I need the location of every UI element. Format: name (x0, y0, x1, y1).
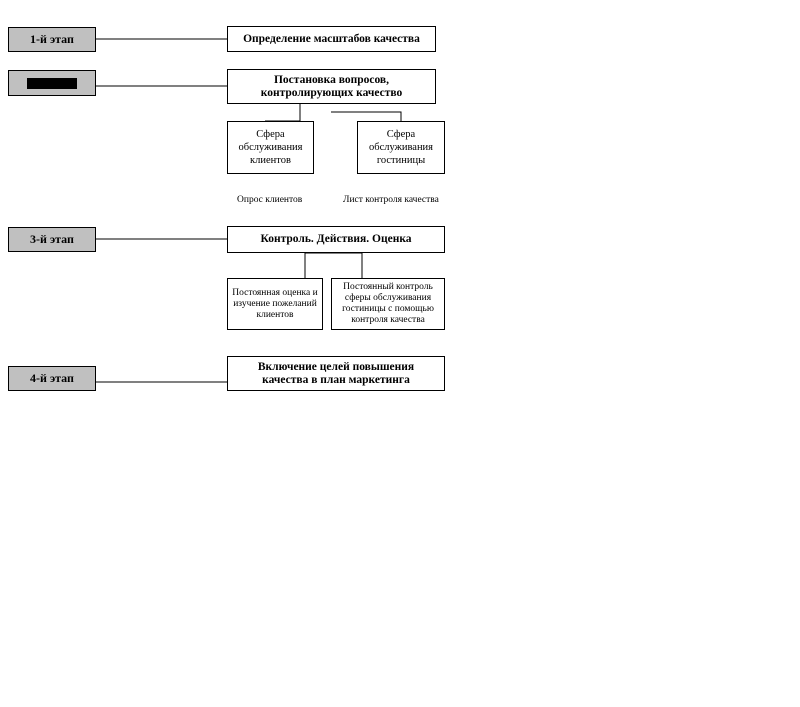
stage-4-label: 4-й этап (8, 366, 96, 391)
connector-step3-children (305, 253, 362, 278)
stage-3-label: 3-й этап (8, 227, 96, 252)
step2-box: Постановка вопросов, контролирующих качество (227, 69, 436, 104)
step3-child-evaluation: Постоянная оценка и изучение пожеланий клиентов (227, 278, 323, 330)
stage-2-label (8, 70, 96, 96)
stage-1-label: 1-й этап (8, 27, 96, 52)
step1-box: Определение масштабов качества (227, 26, 436, 52)
step2-child-hotel: Сфера обслуживания гостиницы (357, 121, 445, 174)
step3-child-control: Постоянный контроль сферы обслуживания гостиницы с помощью контроля качества (331, 278, 445, 330)
label-quality-checklist: Лист контроля качества (343, 195, 439, 205)
redacted-block (27, 78, 77, 89)
step3-box: Контроль. Действия. Оценка (227, 226, 445, 253)
label-client-survey: Опрос клиентов (237, 195, 303, 205)
step2-child-clients: Сфера обслуживания клиентов (227, 121, 314, 174)
step4-box: Включение целей повышения качества в план маркетинга (227, 356, 445, 391)
